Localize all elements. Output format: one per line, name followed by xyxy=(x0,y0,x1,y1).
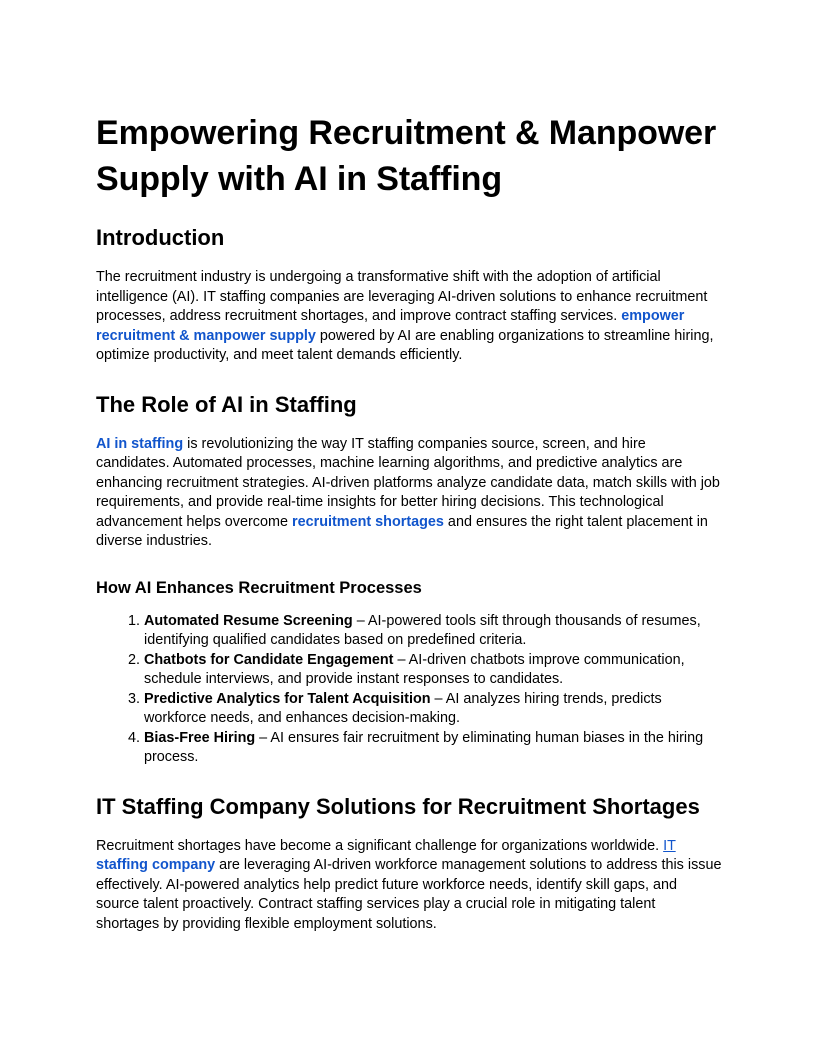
list-item xyxy=(144,651,722,690)
list-item-text: – AI ensures fair recruitment by eliminating human biases in the hiring process. xyxy=(144,729,704,765)
solutions-text-2: are leveraging AI-driven workforce management solutions to address this issue effectively. AI-powered analytics help predict future workforce needs, identify skill gaps, and source talent proactively. Contract staffing services play a crucial role in mitigating talent shortages by providing flexible employment solutions. xyxy=(96,857,722,932)
intro-text-2: powered by AI are enabling organizations to streamline hiring, optimize productivity, and meet talent demands efficiently. xyxy=(96,327,714,363)
heading-it-staffing-solutions: IT Staffing Company Solutions for Recruitment Shortages xyxy=(96,793,700,819)
heading-introduction: Introduction xyxy=(96,225,225,250)
list-item-title: Automated Resume Screening xyxy=(144,612,353,629)
solutions-text-1: Recruitment shortages have become a significant challenge for organizations worldwide. xyxy=(96,837,664,854)
link-it-staffing-company-part1[interactable]: IT xyxy=(663,837,676,854)
intro-text-1: The recruitment industry is undergoing a transformative shift with the adoption of artificial intelligence (AI). IT staffing companies are leveraging AI-driven solutions to enhance recruitment processes, address recruitment shortages, and improve contract staffing services. xyxy=(96,269,708,324)
list-item xyxy=(144,729,722,768)
list-item-text: – AI analyzes hiring trends, predicts workforce needs, and enhances decision-making. xyxy=(144,690,662,726)
paragraph-it-staffing-solutions xyxy=(96,837,722,935)
link-recruitment-shortages[interactable]: recruitment shortages xyxy=(291,513,444,530)
list-item-text: – AI-driven chatbots improve communication, schedule interviews, and provide instant responses to candidates. xyxy=(144,651,685,687)
list-ai-enhancements xyxy=(96,612,722,768)
document-title: Empowering Recruitment & Manpower Supply with AI in Staffing xyxy=(96,114,717,198)
list-item xyxy=(144,612,722,651)
document-page xyxy=(96,110,722,959)
paragraph-introduction xyxy=(96,268,722,366)
link-empower-recruitment[interactable]: empower recruitment & manpower supply xyxy=(96,308,685,344)
link-it-staffing-company-part2[interactable]: staffing company xyxy=(96,857,216,873)
role-text-2: and ensures the right talent placement in diverse industries. xyxy=(96,513,708,549)
role-text-1: is revolutionizing the way IT staffing companies source, screen, and hire candidates. Automated processes, machine learning algorithms, and predictive analytics are enhancing recruitment strategies. AI-driven platforms analyze candidate data, match skills with job requirements, and provide real-time insights for better hiring decisions. This technological advancement helps overcome xyxy=(96,435,720,530)
paragraph-role-of-ai xyxy=(96,435,722,552)
list-item xyxy=(144,690,722,729)
link-ai-in-staffing[interactable]: AI in staffing xyxy=(96,435,184,452)
heading-how-ai-enhances: How AI Enhances Recruitment Processes xyxy=(96,578,422,597)
list-item-title: Predictive Analytics for Talent Acquisition xyxy=(144,690,431,707)
list-item-title: Bias-Free Hiring xyxy=(144,729,256,746)
list-item-text: – AI-powered tools sift through thousands of resumes, identifying qualified candidates based on predefined criteria. xyxy=(144,612,701,648)
list-item-title: Chatbots for Candidate Engagement xyxy=(144,651,394,668)
heading-role-of-ai: The Role of AI in Staffing xyxy=(96,391,357,417)
